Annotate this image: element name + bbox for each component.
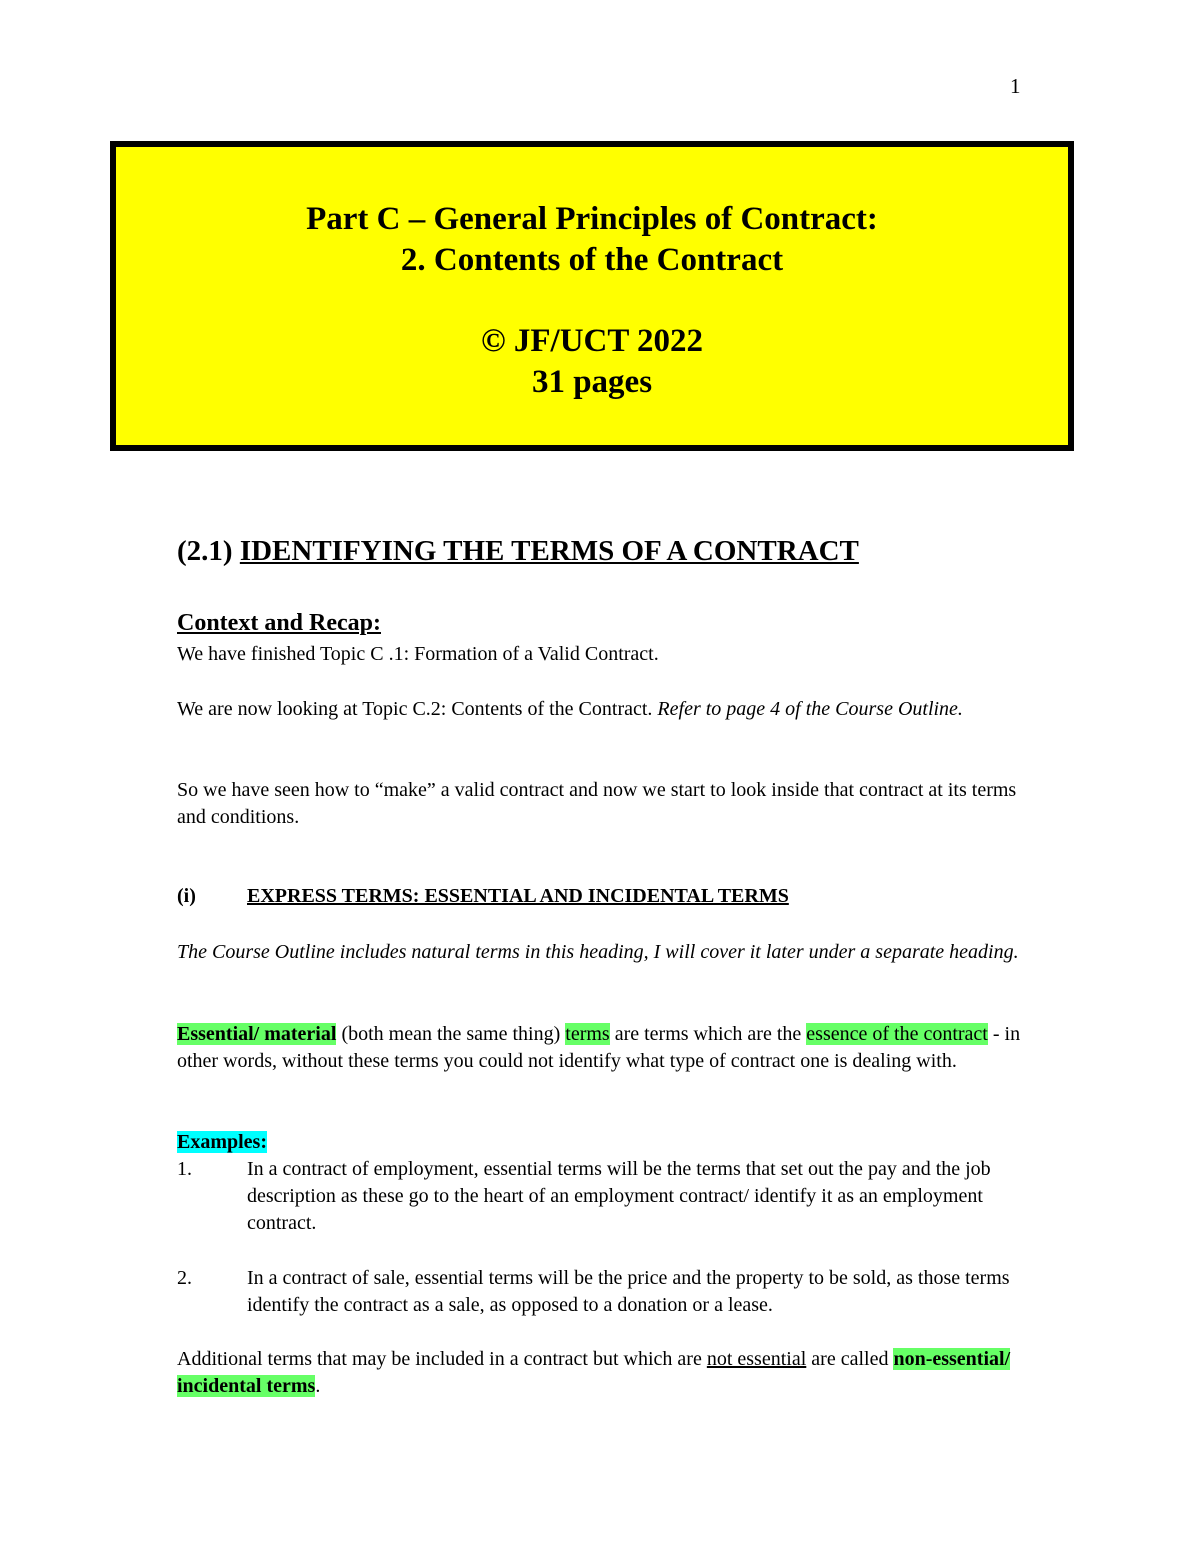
section-number: (2.1)	[177, 535, 240, 567]
additional-pre: Additional terms that may be included in a contract but which are	[177, 1348, 707, 1370]
incidental-term: non-essential/ incidental terms	[177, 1348, 1011, 1397]
section-title: IDENTIFYING THE TERMS OF A CONTRACT	[239, 535, 859, 567]
additional-mid: are called	[806, 1348, 894, 1370]
page-count-line: 31 pages	[531, 364, 653, 400]
essential-term: Essential/ material	[177, 1023, 337, 1045]
example-2-text: In a contract of sale, essential terms will be the price and the property to be sold, as those terms identify the contract as a sale, as opposed to a donation or a lease.	[247, 1267, 1010, 1316]
page-number: 1	[1010, 74, 1021, 98]
essential-mid-2: are terms which are the	[609, 1023, 807, 1045]
examples-label-line	[177, 1129, 1037, 1156]
essential-mid-1: (both mean the same thing)	[336, 1023, 566, 1045]
express-terms-title: EXPRESS TERMS: ESSENTIAL AND INCIDENTAL TERMS	[247, 885, 789, 907]
title-line-1: Part C – General Principles of Contract:	[306, 201, 878, 237]
context-paragraph-2	[177, 696, 1037, 723]
title-box	[110, 141, 1074, 451]
essential-definition	[177, 1021, 1037, 1075]
context-p2-text: We are now looking at Topic C.2: Contents of the Contract.	[177, 698, 658, 720]
copyright-line: © JF/UCT 2022	[480, 323, 704, 359]
essence-highlight: essence of the contract	[806, 1023, 988, 1045]
example-2-number: 2.	[177, 1267, 192, 1289]
express-terms-heading	[177, 883, 789, 910]
example-1-number: 1.	[177, 1158, 192, 1180]
context-paragraph-3: So we have seen how to “make” a valid contract and now we start to look inside that contract at its terms and conditions.	[177, 779, 1017, 828]
terms-highlight: terms	[565, 1023, 610, 1045]
examples-label: Examples:	[177, 1131, 267, 1153]
not-essential: not essential	[706, 1348, 807, 1370]
express-terms-note: The Course Outline includes natural terms in this heading, I will cover it later under a separate heading.	[177, 941, 1019, 963]
express-terms-number: (i)	[177, 885, 196, 907]
context-paragraph-1: We have finished Topic C .1: Formation of a Valid Contract.	[177, 643, 659, 665]
additional-end: .	[315, 1375, 321, 1397]
section-heading	[177, 535, 859, 568]
context-p2-italic: Refer to page 4 of the Course Outline.	[657, 698, 963, 720]
title-line-2: 2. Contents of the Contract	[400, 242, 784, 278]
additional-terms-paragraph	[177, 1346, 1037, 1400]
example-1-text: In a contract of employment, essential terms will be the terms that set out the pay and the job description as these go to the heart of an employment contract/ identify it as an employment contract.	[247, 1158, 991, 1234]
essential-rest: - in other words, without these terms you could not identify what type of contract one is dealing with.	[177, 1023, 1021, 1072]
context-heading: Context and Recap:	[177, 610, 381, 636]
